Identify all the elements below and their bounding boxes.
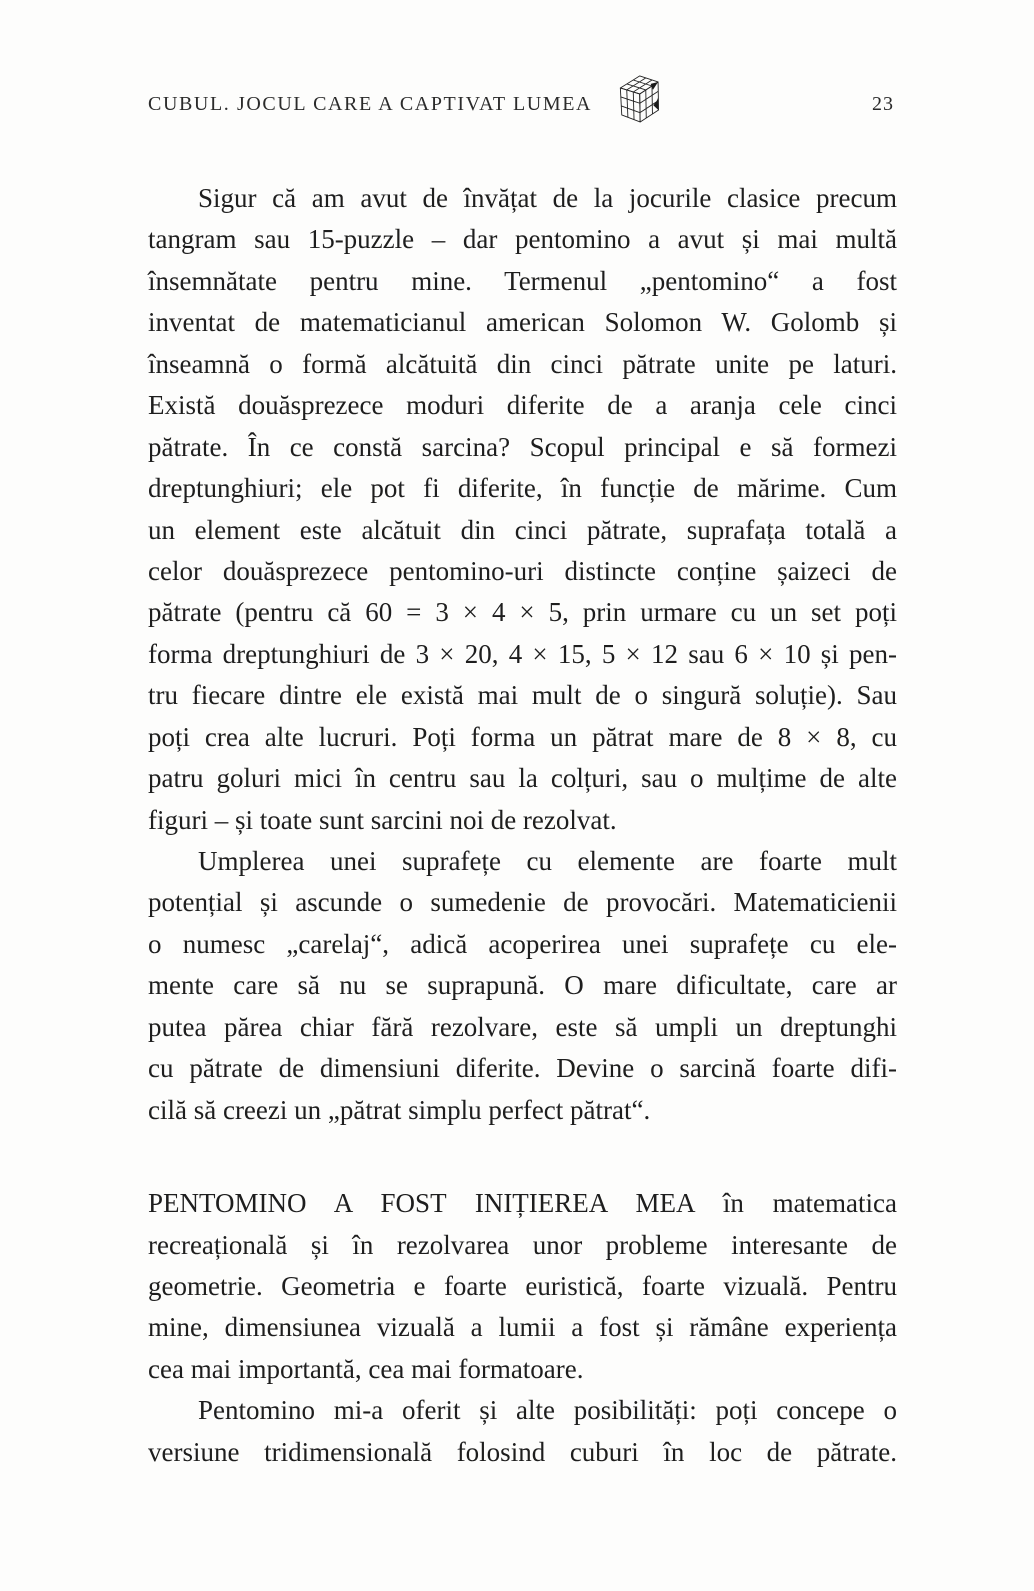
text-line: cea mai importantă, cea mai formatoare. bbox=[148, 1353, 584, 1384]
text-line: înseamnă o formă alcătuită din cinci pătrate unite pe laturi. bbox=[148, 348, 897, 379]
paragraph bbox=[148, 1390, 897, 1473]
text-line: putea părea chiar fără rezolvare, este să umpli un dreptunghi bbox=[148, 1011, 897, 1042]
paragraph-section-start bbox=[148, 1183, 897, 1390]
rubiks-cube-wireframe-icon bbox=[616, 70, 662, 136]
page-number: 23 bbox=[872, 93, 894, 115]
paragraph bbox=[148, 841, 897, 1131]
text-line: patru goluri mici în centru sau la colțuri, sau o mulțime de alte bbox=[148, 763, 897, 794]
text-line: tangram sau 15-puzzle – dar pentomino a avut și mai multă bbox=[148, 224, 897, 255]
running-header-title: CUBUL. JOCUL CARE A CAPTIVAT LUMEA bbox=[148, 93, 593, 115]
text-line: pătrate. În ce constă sarcina? Scopul principal e să formezi bbox=[148, 431, 897, 462]
text-line: forma dreptunghiuri de 3 × 20, 4 × 15, 5 × 12 sau 6 × 10 și pen- bbox=[148, 638, 897, 669]
text-line: figuri – și toate sunt sarcini noi de rezolvat. bbox=[148, 804, 617, 835]
text-line: geometrie. Geometria e foarte euristică, foarte vizuală. Pentru bbox=[148, 1270, 897, 1301]
text-line: tru fiecare dintre ele există mai mult de o singură soluție). Sau bbox=[148, 680, 897, 711]
text-line: un element este alcătuit din cinci pătrate, suprafața totală a bbox=[148, 514, 897, 545]
text-line: cu pătrate de dimensiuni diferite. Devine o sarcină foarte difi- bbox=[148, 1053, 897, 1084]
text-line: potențial și ascunde o sumedenie de provocări. Matematicienii bbox=[148, 887, 897, 918]
paragraph bbox=[148, 178, 897, 841]
text-line: Sigur că am avut de învățat de la jocurile clasice precum bbox=[198, 183, 897, 213]
text-line: dreptunghiuri; ele pot fi diferite, în funcție de mărime. Cum bbox=[148, 473, 897, 504]
text-line: Există douăsprezece moduri diferite de a aranja cele cinci bbox=[148, 390, 897, 421]
text-line: Pentomino mi-a oferit și alte posibilități: poți concepe o bbox=[198, 1395, 897, 1426]
text-line: versiune tridimensională folosind cuburi în loc de pătrate. bbox=[148, 1436, 897, 1467]
text-line: recreațională și în rezolvarea unor probleme interesante de bbox=[148, 1229, 897, 1260]
text-line: poți crea alte lucruri. Poți forma un pătrat mare de 8 × 8, cu bbox=[148, 721, 897, 752]
text-line: mine, dimensiunea vizuală a lumii a fost și rămâne experiența bbox=[148, 1312, 897, 1343]
text-line: o numesc „carelaj“, adică acoperirea unei suprafețe cu ele- bbox=[148, 928, 897, 959]
text-line: mente care să nu se suprapună. O mare dificultate, care ar bbox=[148, 970, 897, 1001]
text-line: celor douăsprezece pentomino-uri distincte conține șaizeci de bbox=[148, 555, 897, 586]
text-line: inventat de matematicianul american Solomon W. Golomb și bbox=[148, 307, 897, 338]
text-line: însemnătate pentru mine. Termenul „pentomino“ a fost bbox=[148, 265, 897, 296]
text-line: PENTOMINO A FOST INIȚIEREA MEA în matematica bbox=[148, 1188, 897, 1219]
text-line: Umplerea unei suprafețe cu elemente are foarte mult bbox=[198, 846, 897, 876]
body-text bbox=[148, 178, 897, 1473]
text-line: cilă să creezi un „pătrat simplu perfect pătrat“. bbox=[148, 1094, 651, 1125]
text-line: pătrate (pentru că 60 = 3 × 4 × 5, prin urmare cu un set poți bbox=[148, 597, 897, 628]
